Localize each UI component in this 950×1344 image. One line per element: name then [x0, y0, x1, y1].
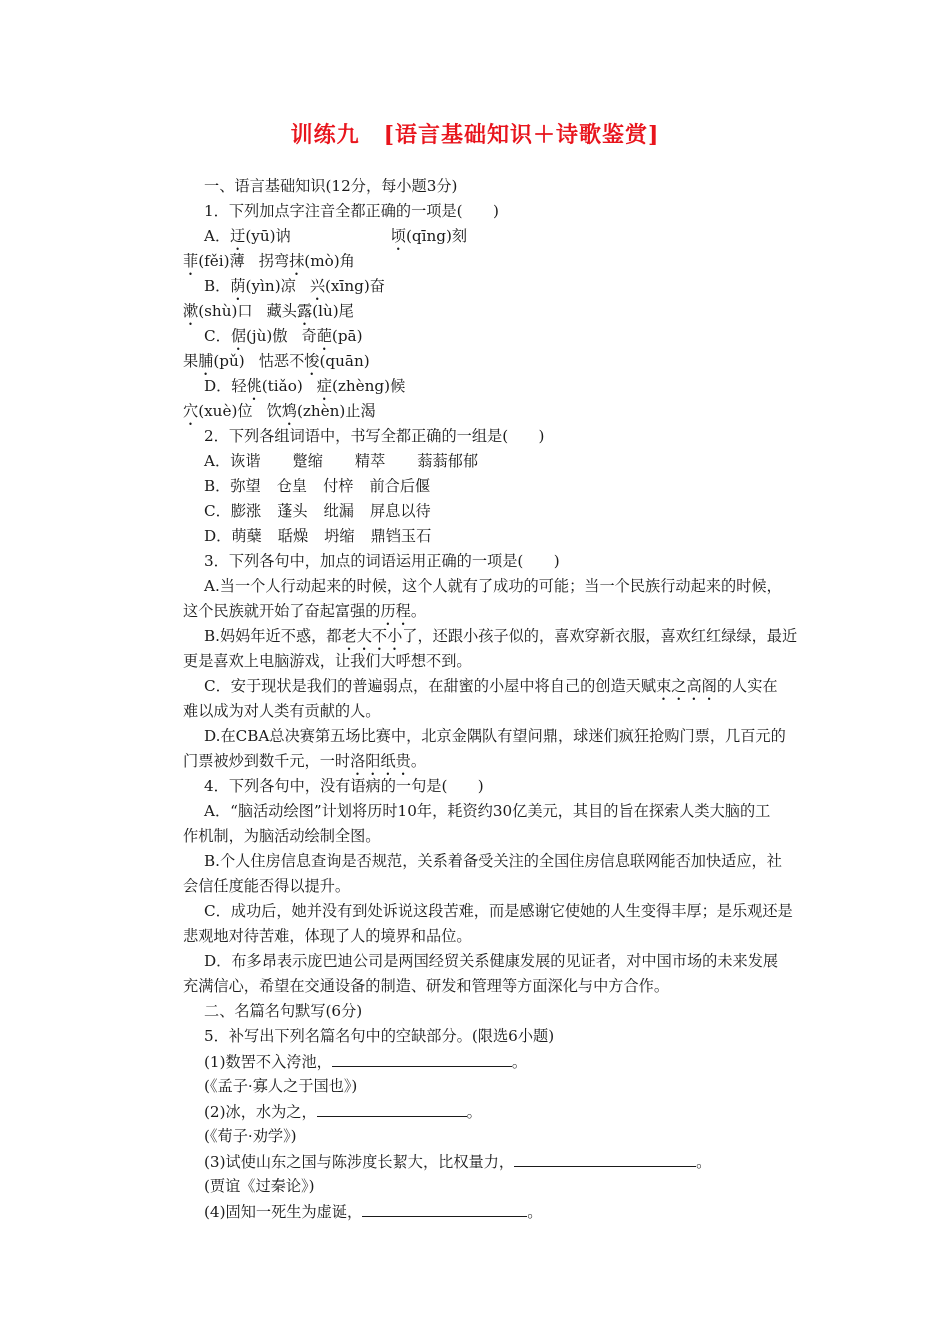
q5-item-2: (2)冰，水为之， 。	[204, 1103, 482, 1121]
q1-option-a-line2: 菲(fěi)薄 拐弯抹(mò)角	[183, 252, 355, 270]
q3-option-b-line1: B.妈妈年近不惑，都老大不小了，还跟小孩子似的，喜欢穿新衣服，喜欢红红绿绿，最近	[204, 627, 798, 645]
q4-option-d-line1: D．布多昂表示庞巴迪公司是两国经贸关系健康发展的见证者，对中国市场的未来发展	[204, 952, 779, 970]
q5-item-2-source: (《荀子·劝学》)	[204, 1127, 297, 1145]
page-title	[0, 118, 950, 149]
q2-option-a: A．诙谐 蹩缩 精萃 蓊蓊郁郁	[204, 452, 479, 470]
q5-item-1-source: (《孟子·寡人之于国也》)	[204, 1077, 358, 1095]
q4-option-b-line1: B.个人住房信息查询是否规范，关系着备受关注的全国住房信息联网能否加快适应，社	[204, 852, 782, 870]
q1-option-d-line2: 穴(xuè)位 饮鸩(zhèn)止渴	[183, 402, 376, 420]
answer-blank[interactable]	[514, 1152, 696, 1167]
q1-option-b-line1: B．荫(yìn)凉 兴(xīng)奋	[204, 277, 385, 295]
section1-heading: 一、语言基础知识(12分，每小题3分)	[204, 177, 458, 195]
q1-option-d-line1: D．轻佻(tiǎo) 症(zhèng)候	[204, 377, 406, 395]
answer-blank[interactable]	[317, 1102, 467, 1117]
q3-option-b-line2: 更是喜欢上电脑游戏，让我们大呼想不到。	[183, 652, 472, 670]
q5-item-3-source: (贾谊《过秦论》)	[204, 1177, 315, 1195]
title-left: 训练九	[290, 122, 360, 148]
q3-option-d-line2: 门票被炒到数千元，一时洛阳纸贵。	[183, 752, 426, 770]
q3-option-c-line2: 难以成为对人类有贡献的人。	[183, 702, 381, 720]
q2-option-c: C．膨涨 蓬头 纰漏 屏息以待	[204, 502, 431, 520]
q2-stem: 2．下列各组词语中，书写全都正确的一组是( )	[204, 427, 545, 445]
q3-option-d-line1: D.在CBA总决赛第五场比赛中，北京金隅队有望问鼎，球迷们疯狂抢购门票，几百元的	[204, 727, 786, 745]
q1-option-b-line2: 漱(shù)口 藏头露(lù)尾	[183, 302, 354, 320]
q1-option-a-line1: A．迂(yū)讷 顷(qīng)刻	[204, 227, 468, 245]
q4-stem: 4．下列各句中，没有语病的一句是( )	[204, 777, 484, 795]
q1-option-c-line1: C．倨(jù)傲 奇葩(pā)	[204, 327, 363, 345]
section2-heading: 二、名篇名句默写(6分)	[204, 1002, 363, 1020]
q4-option-d-line2: 充满信心，希望在交通设备的制造、研发和管理等方面深化与中方合作。	[183, 977, 669, 995]
q4-option-b-line2: 会信任度能否得以提升。	[183, 877, 351, 895]
q4-option-c-line2: 悲观地对待苦难，体现了人的境界和品位。	[183, 927, 472, 945]
q5-item-4: (4)固知一死生为虚诞， 。	[204, 1203, 543, 1221]
title-right: [语言基础知识＋诗歌鉴赏]	[383, 122, 660, 148]
q4-option-a-line2: 作机制，为脑活动绘制全图。	[183, 827, 381, 845]
q3-stem: 3．下列各句中，加点的词语运用正确的一项是( )	[204, 552, 560, 570]
q3-option-a-line2: 这个民族就开始了奋起富强的历程。	[183, 602, 426, 620]
q2-option-d: D．萌蘖 聒燥 坍缩 鼎铛玉石	[204, 527, 432, 545]
q3-option-c-line1: C．安于现状是我们的普遍弱点，在甜蜜的小屋中将自己的创造天赋束之高阁的人实在	[204, 677, 778, 695]
q2-option-b: B．弥望 仓皇 付梓 前合后偃	[204, 477, 431, 495]
answer-blank[interactable]	[332, 1052, 512, 1067]
q5-item-1: (1)数罟不入洿池， 。	[204, 1053, 528, 1071]
q1-stem: 1．下列加点字注音全都正确的一项是( )	[204, 202, 499, 220]
q5-item-3: (3)试使山东之国与陈涉度长絜大，比权量力， 。	[204, 1153, 712, 1171]
q1-option-c-line2: 果脯(pǔ) 怙恶不悛(quān)	[183, 352, 370, 370]
answer-blank[interactable]	[362, 1202, 527, 1217]
q5-stem: 5．补写出下列名篇名句中的空缺部分。(限选6小题)	[204, 1027, 555, 1045]
q3-option-a-line1: A.当一个人行动起来的时候，这个人就有了成功的可能；当一个民族行动起来的时候，	[204, 577, 782, 595]
q4-option-a-line1: A．“脑活动绘图”计划将历时10年，耗资约30亿美元，其目的旨在探索人类大脑的工	[204, 802, 771, 820]
q4-option-c-line1: C．成功后，她并没有到处诉说这段苦难，而是感谢它使她的人生变得丰厚；是乐观还是	[204, 902, 793, 920]
